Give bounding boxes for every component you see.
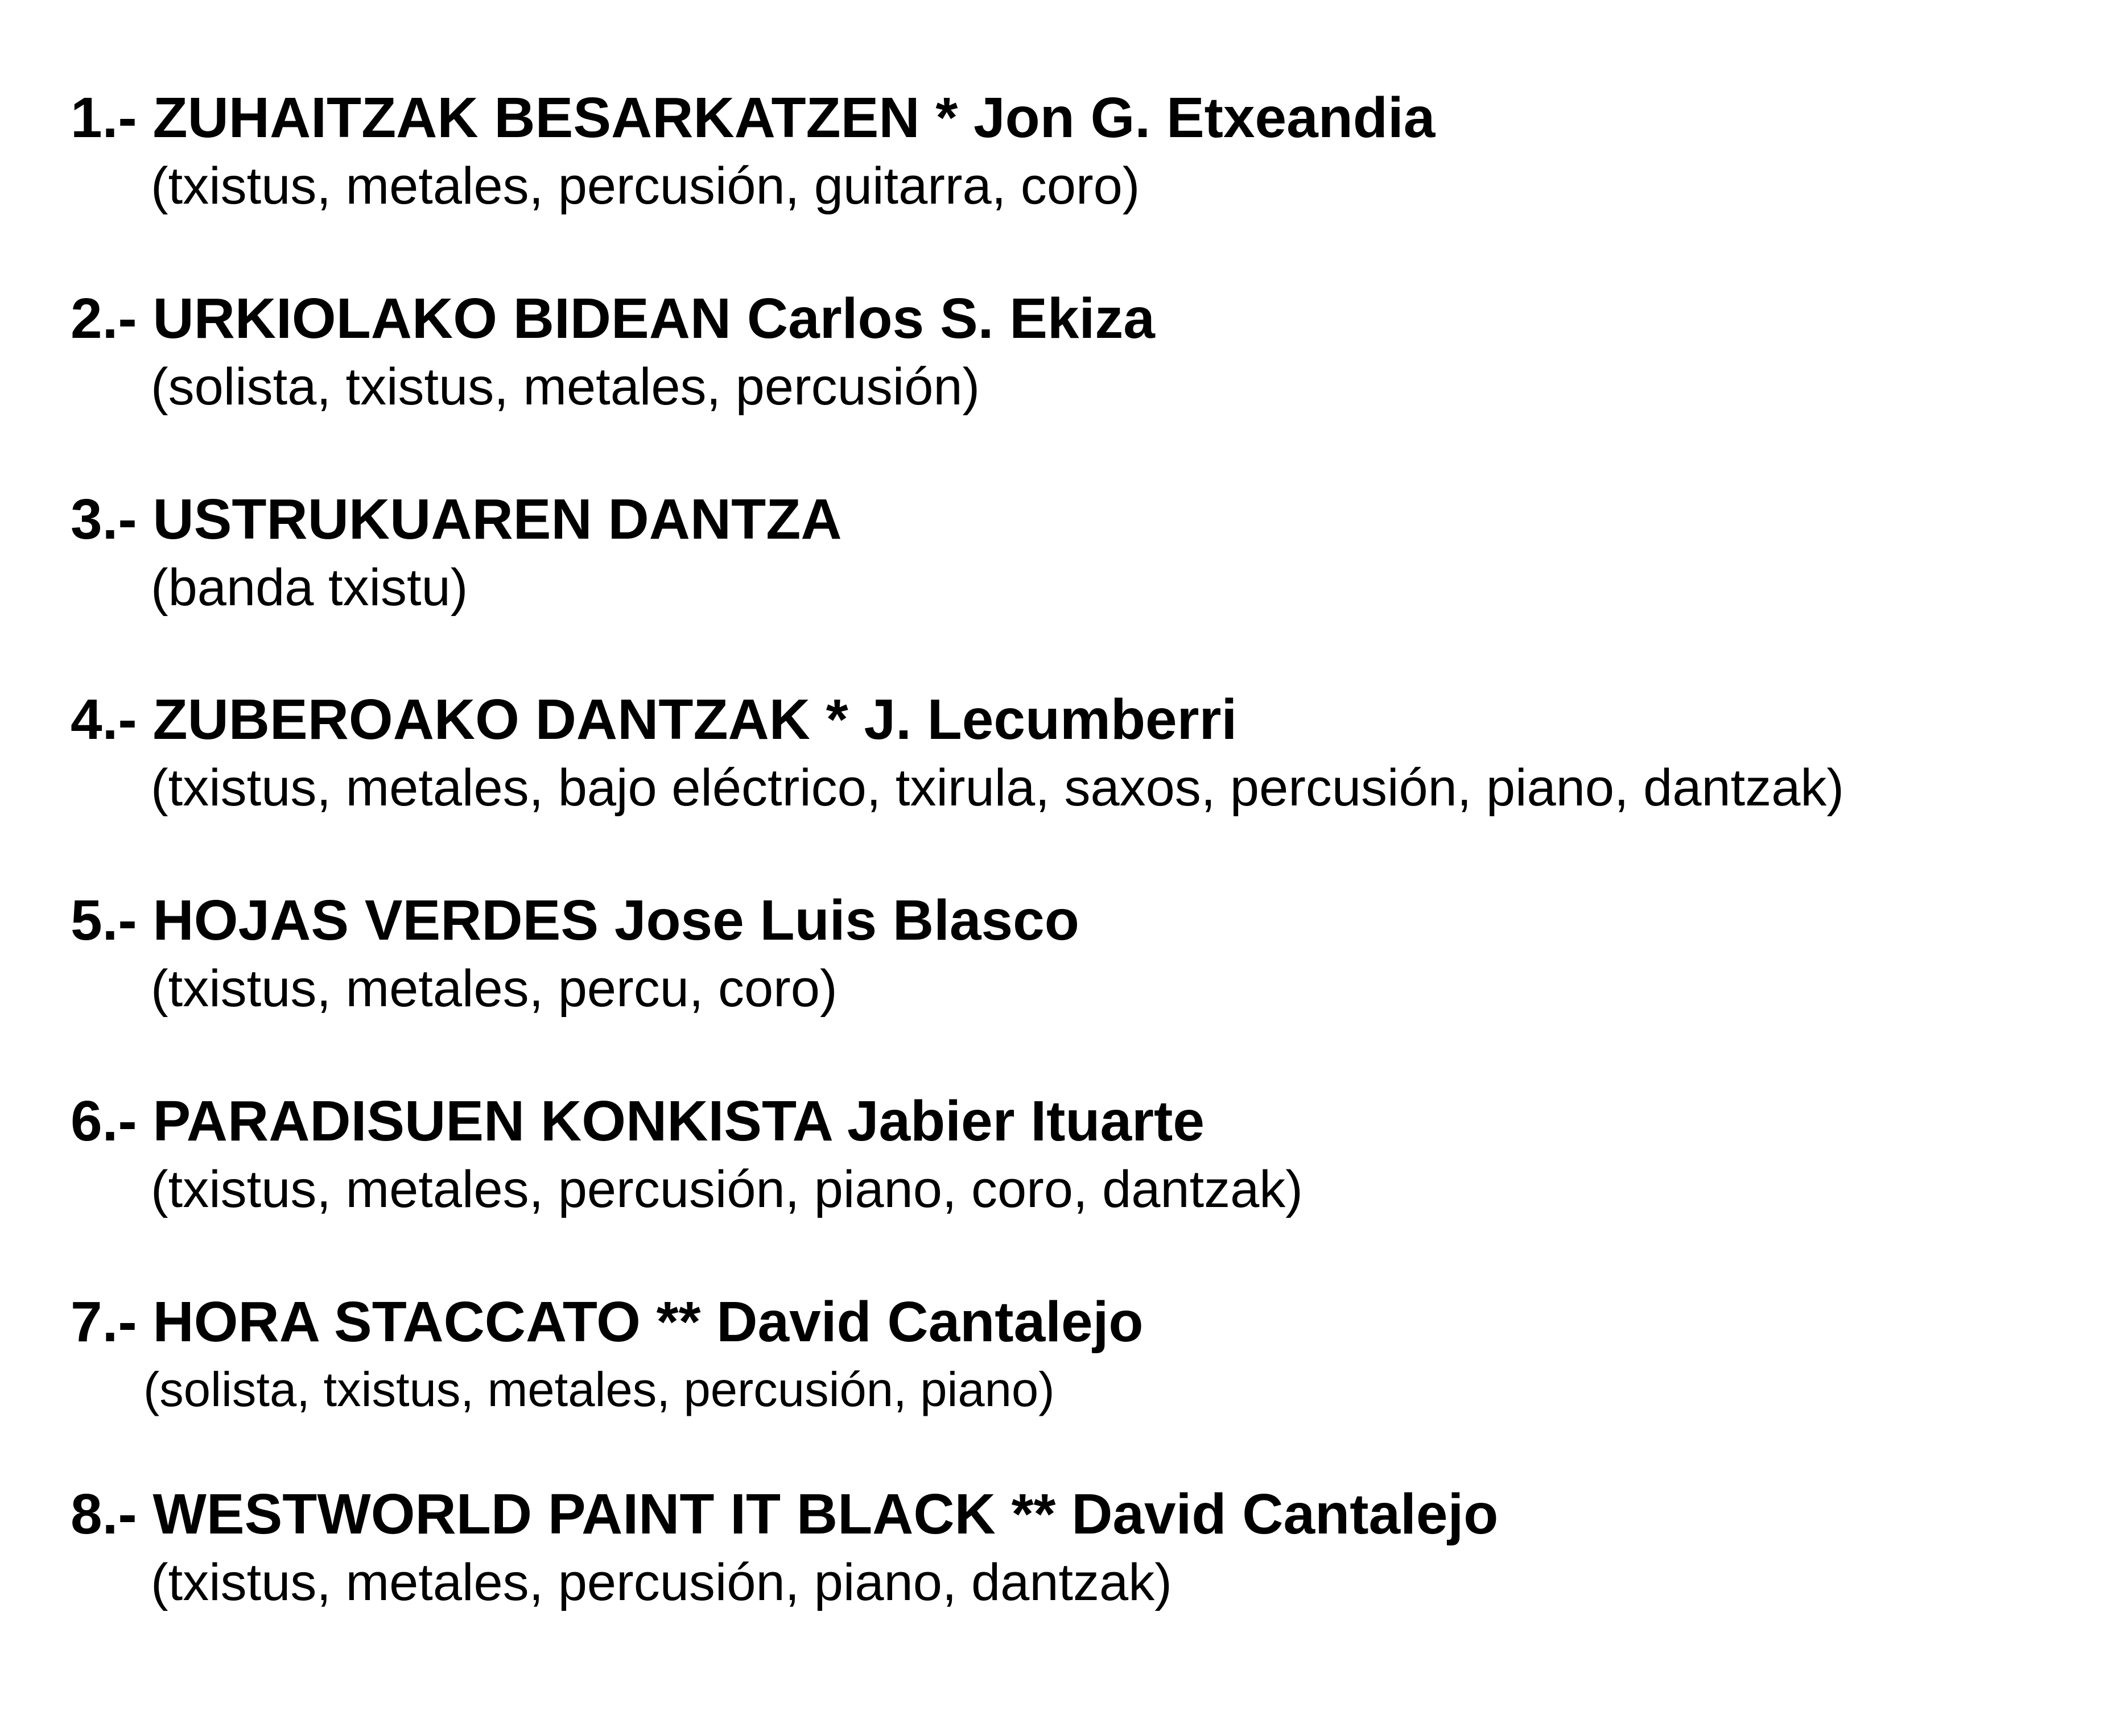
- item-title: USTRUKUAREN DANTZA: [152, 487, 842, 551]
- item-title-line: [71, 886, 2062, 954]
- item-number: 1.-: [71, 86, 137, 150]
- item-instrumentation: (txistus, metales, percu, coro): [151, 960, 838, 1018]
- item-title: ZUBEROAKO DANTZAK * J. Lecumberri: [152, 688, 1238, 751]
- item-number: 5.-: [71, 888, 137, 952]
- item-instrumentation: (solista, txistus, metales, percusión): [151, 358, 980, 416]
- item-number: 7.-: [71, 1290, 137, 1354]
- item-title: WESTWORLD PAINT IT BLACK ** David Cantalejo: [152, 1482, 1499, 1546]
- item-title-line: [71, 1288, 2062, 1356]
- program-item-8: [71, 1480, 2062, 1617]
- item-title-line: [71, 685, 2062, 754]
- item-instrumentation: (txistus, metales, bajo eléctrico, txirula, saxos, percusión, piano, dantzak): [151, 759, 1845, 817]
- program-item-4: [71, 685, 2062, 822]
- item-title: HORA STACCATO ** David Cantalejo: [152, 1290, 1144, 1354]
- program-item-3: [71, 485, 2062, 622]
- item-title: ZUHAITZAK BESARKATZEN * Jon G. Etxeandia: [152, 86, 1436, 150]
- item-title: PARADISUEN KONKISTA Jabier Ituarte: [152, 1089, 1205, 1153]
- item-instrumentation: (txistus, metales, percusión, piano, coro, dantzak): [151, 1160, 1303, 1218]
- program-item-1: [71, 84, 2062, 220]
- item-instrumentation: (banda txistu): [151, 559, 468, 617]
- item-instrumentation: (solista, txistus, metales, percusión, piano): [143, 1363, 1055, 1417]
- item-title-line: [71, 1480, 2062, 1548]
- item-title-line: [71, 84, 2062, 152]
- program-item-7: [71, 1288, 2062, 1424]
- item-number: 6.-: [71, 1089, 137, 1153]
- item-title-line: [71, 485, 2062, 553]
- item-number: 3.-: [71, 487, 137, 551]
- item-title: HOJAS VERDES Jose Luis Blasco: [152, 888, 1079, 952]
- item-number: 2.-: [71, 287, 137, 350]
- program-item-5: [71, 886, 2062, 1023]
- item-instrumentation: (txistus, metales, percusión, piano, dantzak): [151, 1553, 1172, 1611]
- item-title: URKIOLAKO BIDEAN Carlos S. Ekiza: [152, 287, 1155, 350]
- program-list: [71, 0, 2062, 1736]
- program-item-6: [71, 1087, 2062, 1224]
- item-instrumentation: (txistus, metales, percusión, guitarra, coro): [151, 157, 1140, 215]
- program-item-2: [71, 284, 2062, 421]
- item-title-line: [71, 1087, 2062, 1155]
- item-number: 4.-: [71, 688, 137, 751]
- item-title-line: [71, 284, 2062, 353]
- item-number: 8.-: [71, 1482, 137, 1546]
